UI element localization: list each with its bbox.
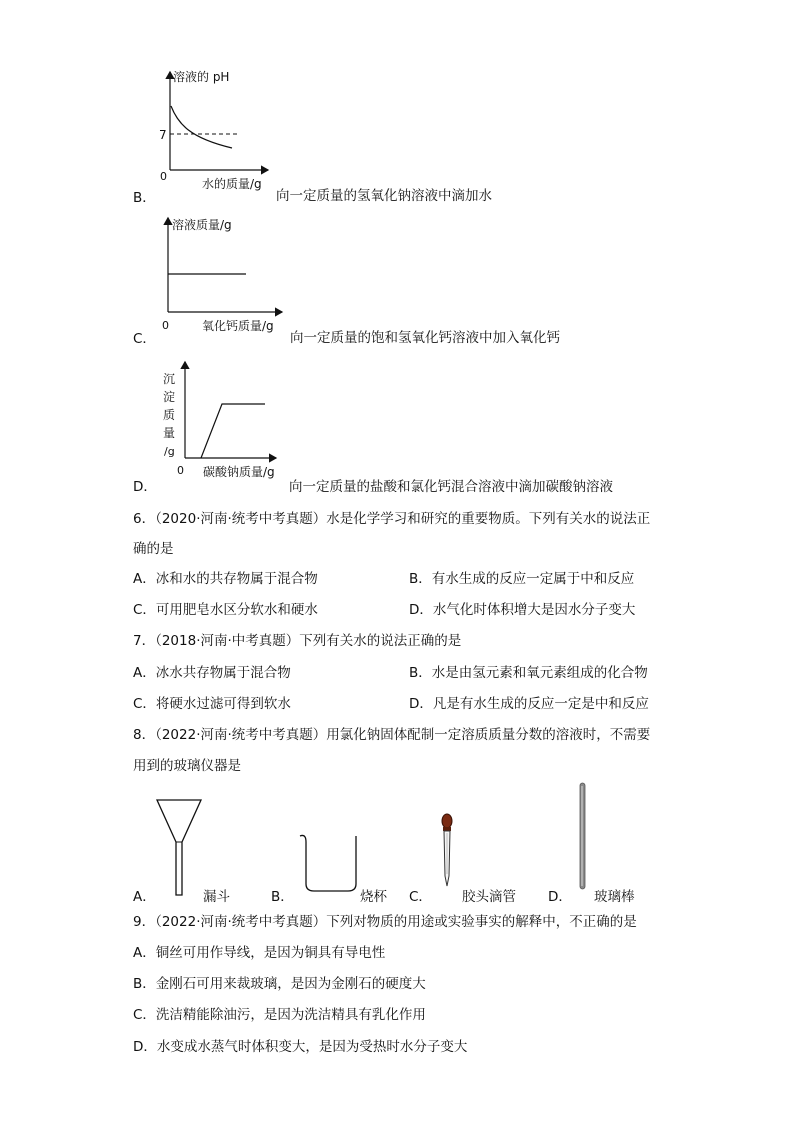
q8-option-c-label: 胶头滴管 bbox=[462, 889, 516, 905]
q7-stem: 7．（2018·河南·中考真题）下列有关水的说法正确的是 bbox=[133, 633, 462, 649]
q8-option-b-letter[interactable]: B． bbox=[271, 889, 294, 905]
y-axis-label-char: 质 bbox=[163, 408, 176, 422]
q7-option-d[interactable]: D．凡是有水生成的反应一定是中和反应 bbox=[409, 696, 649, 712]
q6-option-c[interactable]: C．可用肥皂水区分软水和硬水 bbox=[133, 602, 318, 618]
origin-label: 0 bbox=[160, 170, 167, 183]
origin-label: 0 bbox=[162, 319, 169, 332]
q8-option-a-label: 漏斗 bbox=[203, 889, 230, 905]
q9-option-a[interactable]: A．铜丝可用作导线，是因为铜具有导电性 bbox=[133, 945, 386, 961]
x-axis-label: 水的质量/g bbox=[202, 177, 262, 191]
q8-stem-line1: 8．（2022·河南·统考中考真题）用氯化钠固体配制一定溶质质量分数的溶液时，不需要 bbox=[133, 727, 651, 743]
q7-option-c[interactable]: C．将硬水过滤可得到软水 bbox=[133, 696, 291, 712]
q8-option-d-letter[interactable]: D． bbox=[548, 889, 572, 905]
y-axis-label-char: 淀 bbox=[163, 390, 176, 404]
option-d-letter: D． bbox=[133, 479, 157, 495]
q8-option-d-label: 玻璃棒 bbox=[594, 889, 635, 905]
q8-option-a-letter[interactable]: A． bbox=[133, 889, 156, 905]
origin-label: 0 bbox=[177, 464, 184, 477]
x-axis-label: 碳酸钠质量/g bbox=[203, 465, 275, 479]
q6-option-a[interactable]: A．冰和水的共存物属于混合物 bbox=[133, 571, 318, 587]
x-axis-label: 氧化钙质量/g bbox=[202, 319, 274, 333]
q9-option-d[interactable]: D．水变成水蒸气时体积变大，是因为受热时水分子变大 bbox=[133, 1039, 468, 1055]
y-axis-label-char: 沉 bbox=[163, 372, 176, 386]
option-d-description: 向一定质量的盐酸和氯化钙混合溶液中滴加碳酸钠溶液 bbox=[289, 479, 613, 495]
y-axis-label-char: 量 bbox=[163, 426, 176, 440]
q8-option-b-label: 烧杯 bbox=[360, 889, 387, 905]
q7-option-b[interactable]: B．水是由氢元素和氧元素组成的化合物 bbox=[409, 665, 648, 681]
y-axis-label: 溶液的 pH bbox=[173, 70, 230, 84]
q8-stem-line2: 用到的玻璃仪器是 bbox=[133, 758, 241, 774]
y-axis-label-char: /g bbox=[164, 445, 175, 458]
y-tick-7: 7 bbox=[159, 128, 167, 142]
q8-option-c-letter[interactable]: C． bbox=[409, 889, 432, 905]
option-b-description: 向一定质量的氢氧化钠溶液中滴加水 bbox=[276, 188, 492, 204]
glass-rod-icon bbox=[580, 783, 585, 889]
q7-option-a[interactable]: A．冰水共存物属于混合物 bbox=[133, 665, 291, 681]
funnel-icon bbox=[157, 800, 201, 895]
q9-stem: 9．（2022·河南·统考中考真题）下列对物质的用途或实验事实的解释中，不正确的是 bbox=[133, 914, 637, 930]
ph-curve bbox=[171, 106, 232, 148]
q6-option-d[interactable]: D．水气化时体积增大是因水分子变大 bbox=[409, 602, 636, 618]
beaker-icon bbox=[300, 835, 356, 891]
option-b-letter: B． bbox=[133, 190, 156, 206]
option-c-description: 向一定质量的饱和氢氧化钙溶液中加入氧化钙 bbox=[290, 330, 560, 346]
q6-stem-line2: 确的是 bbox=[133, 541, 174, 557]
y-axis-label: 溶液质量/g bbox=[172, 218, 232, 232]
dropper-icon bbox=[442, 814, 452, 886]
precipitate-line bbox=[201, 404, 265, 458]
q6-stem-line1: 6．（2020·河南·统考中考真题）水是化学学习和研究的重要物质。下列有关水的说法正 bbox=[133, 511, 651, 527]
option-c-letter: C． bbox=[133, 331, 156, 347]
q9-option-c[interactable]: C．洗洁精能除油污，是因为洗洁精具有乳化作用 bbox=[133, 1007, 426, 1023]
q9-option-b[interactable]: B．金刚石可用来裁玻璃，是因为金刚石的硬度大 bbox=[133, 976, 426, 992]
q6-option-b[interactable]: B．有水生成的反应一定属于中和反应 bbox=[409, 571, 635, 587]
